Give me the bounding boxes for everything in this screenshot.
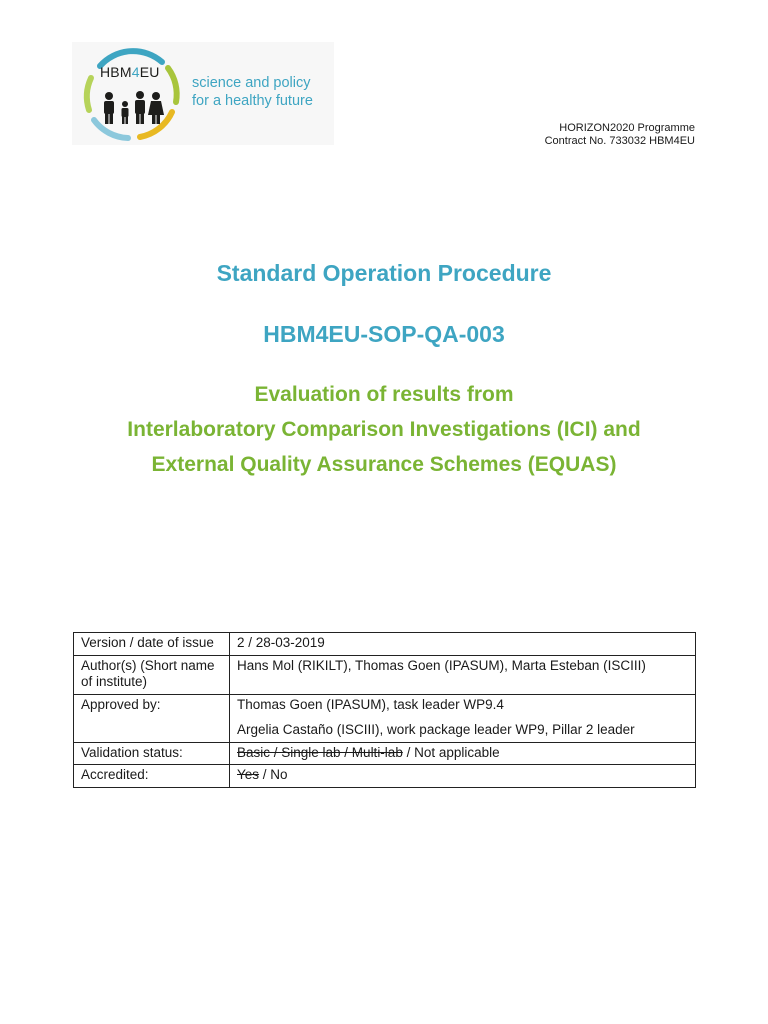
tagline-line-2: for a healthy future <box>192 93 313 109</box>
authors-label: Author(s) (Short name of institute) <box>74 655 230 694</box>
approved-value-2: Argelia Castaño (ISCIII), work package leader WP9, Pillar 2 leader <box>237 722 635 737</box>
table-row <box>74 694 696 742</box>
accredited-struck-text: Yes <box>237 767 260 782</box>
table-row <box>74 633 696 656</box>
logo-tagline <box>192 74 313 110</box>
validation-struck-text: Basic / Single lab / Multi-lab <box>237 744 403 760</box>
document-metadata-table <box>73 632 696 788</box>
version-label: Version / date of issue <box>74 633 230 656</box>
approved-value-1: Thomas Goen (IPASUM), task leader WP9.4 <box>237 696 504 712</box>
version-value: 2 / 28-03-2019 <box>230 633 696 656</box>
validation-value <box>230 742 696 765</box>
accredited-value <box>230 765 696 788</box>
logo-name-prefix: HBM <box>100 64 132 80</box>
logo-wordmark <box>100 64 160 80</box>
authors-value: Hans Mol (RIKILT), Thomas Goen (IPASUM), Marta Esteban (ISCIII) <box>230 655 696 694</box>
table-row <box>74 765 696 788</box>
programme-text: HORIZON2020 Programme <box>559 122 695 134</box>
approved-label: Approved by: <box>74 694 230 742</box>
family-circle-logo-icon <box>78 44 186 144</box>
tagline-line-1: science and policy <box>192 75 311 91</box>
logo-name-suffix: EU <box>139 64 160 80</box>
document-id-title: HBM4EU-SOP-QA-003 <box>263 321 505 347</box>
validation-label: Validation status: <box>74 742 230 765</box>
document-subject-title <box>0 377 768 482</box>
validation-selected-text: / Not applicable <box>402 744 500 760</box>
document-type-title: Standard Operation Procedure <box>216 260 552 286</box>
accredited-selected-text: / No <box>259 767 288 782</box>
accredited-label: Accredited: <box>74 765 230 788</box>
approved-value <box>230 694 696 742</box>
contract-info <box>545 122 695 148</box>
subject-line-3: External Quality Assurance Schemes (EQUAS) <box>151 453 617 476</box>
table-row <box>74 655 696 694</box>
subject-line-2: Interlaboratory Comparison Investigations (ICI) and <box>127 418 641 441</box>
subject-line-1: Evaluation of results from <box>254 383 514 406</box>
table-row <box>74 742 696 765</box>
logo <box>72 42 334 145</box>
contract-number: Contract No. 733032 HBM4EU <box>544 135 695 147</box>
logo-name-highlight: 4 <box>131 64 140 80</box>
